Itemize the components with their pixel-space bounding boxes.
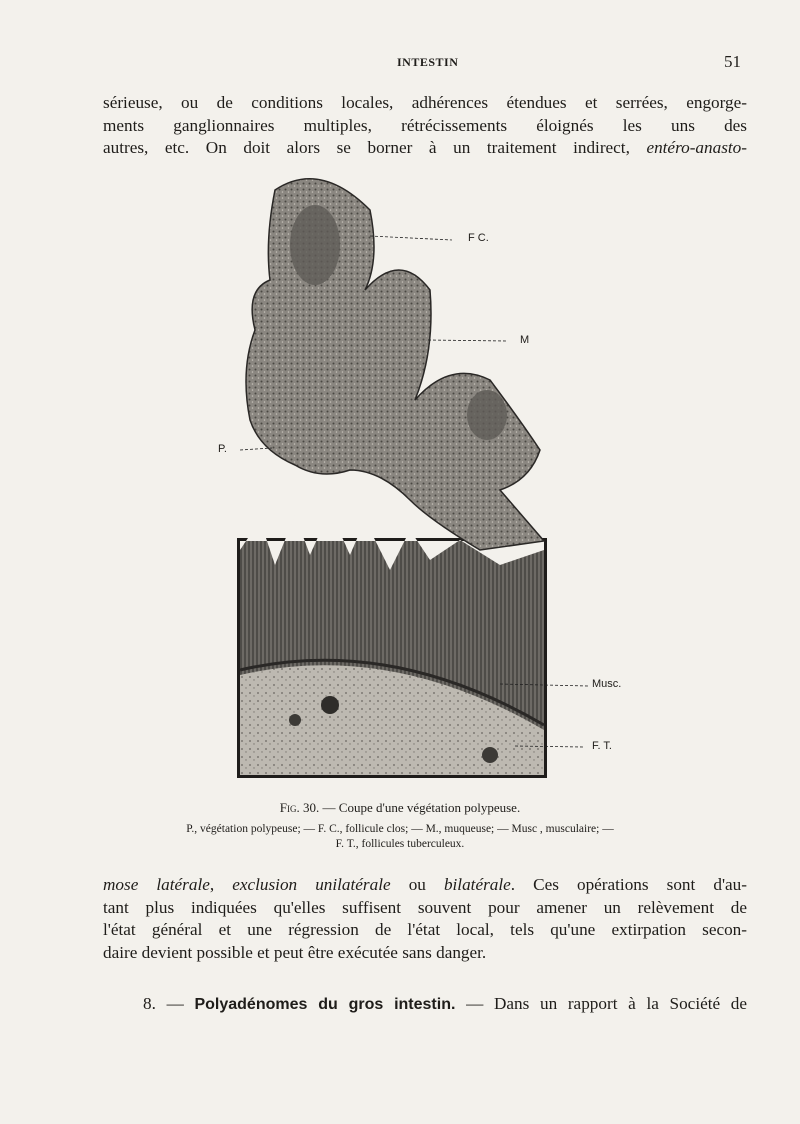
polyp-mass	[246, 179, 544, 550]
figure-legend-line: P., végétation polypeuse; — F. C., follicule clos; — M., muqueuse; — Musc , musculaire; —	[186, 823, 614, 835]
leader-fc	[370, 236, 452, 240]
top-paragraph	[103, 92, 747, 160]
paragraph-text: autres, etc. On doit alors se borner à un traitement indirect,	[103, 138, 630, 157]
tubercular-follicle	[289, 714, 301, 726]
label-musc: Musc.	[592, 678, 622, 690]
paragraph-line: l'état général et une régression de l'état local, tels qu'une extirpation secon-	[103, 920, 747, 939]
figure-legend-line: F. T., follicules tuberculeux.	[335, 838, 465, 850]
leader-m	[428, 340, 506, 341]
page-number: 51	[724, 52, 741, 71]
italic-term: bilatérale	[443, 875, 511, 894]
paragraph-text: ,	[209, 875, 233, 894]
figure-number: Fig. 30.	[279, 800, 320, 815]
section-text: — Dans un rapport à la Société de	[466, 994, 748, 1013]
paragraph-line: daire devient possible et peut être exécutée sans danger.	[103, 942, 487, 962]
paragraph-text: ou	[390, 875, 444, 894]
paragraph-line	[103, 137, 747, 160]
tubercular-follicle	[482, 747, 498, 763]
paragraph-line: tant plus indiquées qu'elles suffisent souvent pour amener un relèvement de	[103, 897, 747, 917]
italic-term: entéro-anasto-	[646, 138, 747, 157]
follicle-closed	[290, 205, 340, 285]
section-number: 8. —	[143, 994, 184, 1013]
leader-p	[240, 448, 272, 450]
figure-caption-title	[0, 800, 800, 816]
italic-term: exclusion unilatérale	[232, 875, 391, 894]
label-m: M	[520, 334, 530, 346]
figure-illustration	[200, 170, 622, 790]
page-header	[0, 52, 800, 76]
paragraph-line: sérieuse, ou de conditions locales, adhérences étendues et serrées, engorge-	[103, 93, 747, 112]
section-title: Polyadénomes du gros intestin.	[194, 996, 456, 1013]
label-ft: F. T.	[592, 740, 612, 752]
bottom-paragraph	[103, 874, 747, 964]
paragraph-line	[103, 874, 747, 897]
follicle	[467, 390, 507, 440]
italic-term: mose latérale	[103, 875, 210, 894]
label-fc: F C.	[468, 232, 489, 244]
running-title: INTESTIN	[397, 55, 459, 69]
paragraph-line: ments ganglionnaires multiples, rétrécissements éloignés les uns des	[103, 115, 747, 135]
histology-drawing	[200, 170, 600, 790]
tubercular-follicle	[321, 696, 339, 714]
section-heading	[143, 993, 747, 1016]
paragraph-text: . Ces opérations sont d'au-	[510, 875, 747, 894]
label-p: P.	[218, 443, 227, 455]
figure-title: — Coupe d'une végétation polypeuse.	[322, 800, 521, 815]
